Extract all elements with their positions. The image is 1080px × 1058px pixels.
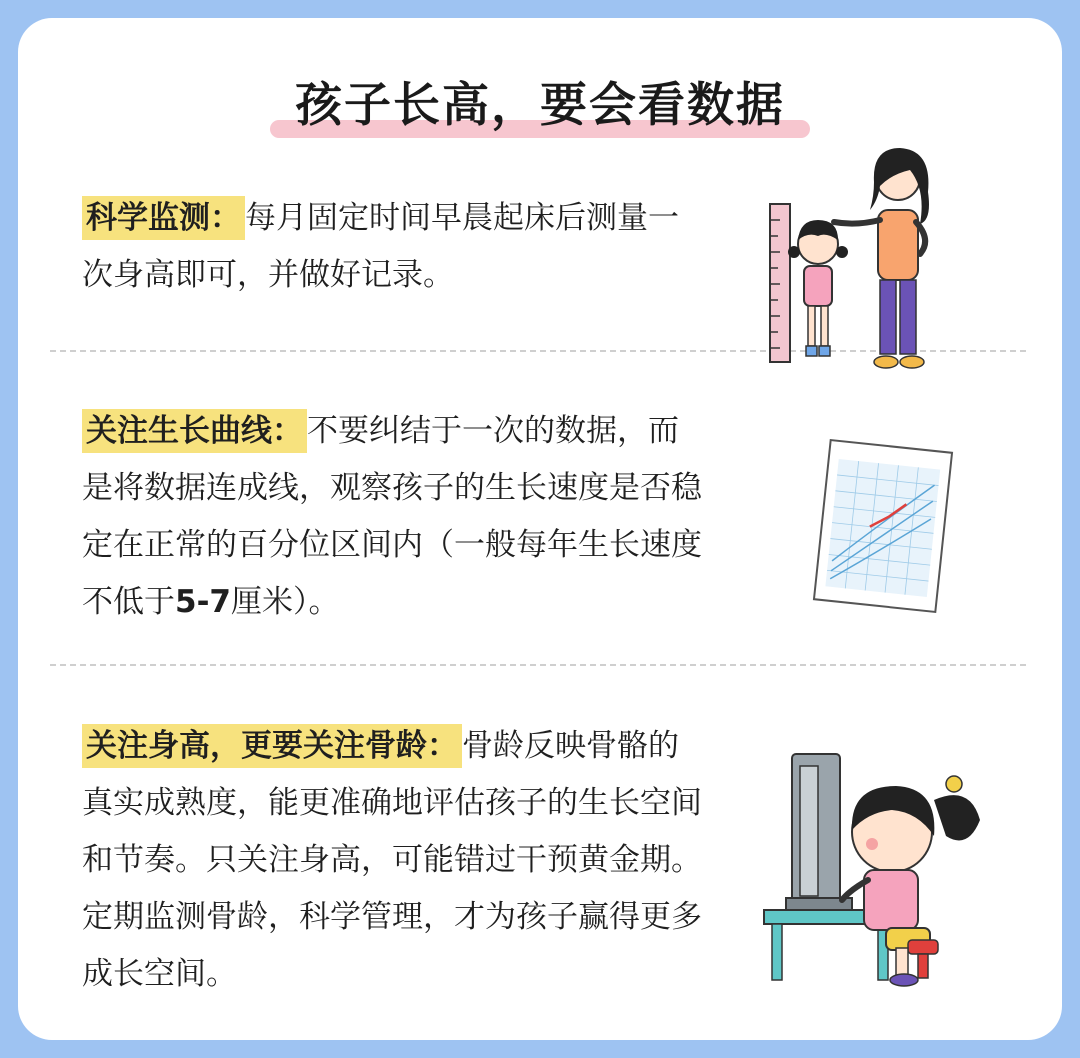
section-2-text-after: 厘米）。: [231, 584, 340, 620]
section-growth-curve: [82, 403, 702, 631]
section-1-text: 每月固定时间早晨起床后测量一次身高即可，并做好记录。: [82, 200, 679, 293]
section-3-heading: 关注身高，更要关注骨龄：: [82, 724, 462, 768]
section-scientific-monitoring: [82, 190, 702, 304]
section-3-text: 骨龄反映骨骼的真实成熟度，能更准确地评估孩子的生长空间和节奏。只关注身高，可能错过干预黄金期。定期监测骨龄，科学管理，才为孩子赢得更多成长空间。: [82, 728, 702, 992]
section-2-paragraph: [82, 403, 702, 631]
bone-age-scan-illustration: [758, 740, 990, 988]
section-1-heading: 科学监测：: [82, 196, 245, 240]
title-wrap: [0, 68, 1080, 135]
page-title: 孩子长高，要会看数据: [295, 78, 785, 133]
height-measure-illustration: [760, 140, 960, 380]
section-2-text-before: 不要纠结于一次的数据，而是将数据连成线，观察孩子的生长速度是否稳定在正常的百分位区间内（一般每年生长速度不低于: [82, 413, 702, 620]
divider-2: [50, 664, 1026, 666]
section-2-heading: 关注生长曲线：: [82, 409, 307, 453]
section-3-paragraph: [82, 718, 702, 1003]
section-bone-age: [82, 718, 702, 1003]
section-2-bold-range: 5-7: [175, 584, 232, 620]
growth-chart-illustration: [808, 436, 958, 616]
section-1-paragraph: [82, 190, 702, 304]
